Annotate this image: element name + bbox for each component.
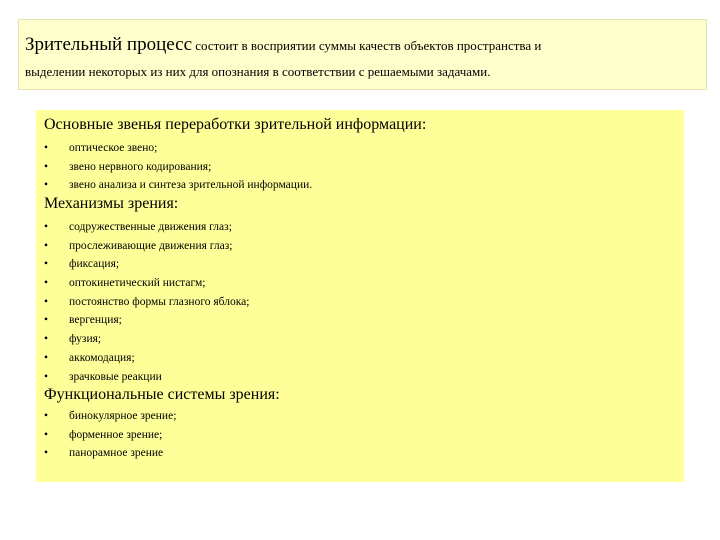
list-item-text: оптокинетический нистагм; xyxy=(69,277,206,290)
bullet-icon: • xyxy=(44,333,49,346)
intro-line-1-text: состоит в восприятии суммы качеств объектов пространства и xyxy=(192,38,542,53)
list-item-text: зрачковые реакции xyxy=(69,370,162,383)
list-item-text: фузия; xyxy=(69,333,102,346)
bullet-icon: • xyxy=(44,160,49,173)
list-item-text: постоянство формы глазного яблока; xyxy=(69,295,250,308)
bullet-icon: • xyxy=(44,410,49,422)
bullet-icon: • xyxy=(44,314,49,327)
bullet-icon: • xyxy=(44,239,49,252)
bullet-icon: • xyxy=(44,428,49,441)
bullet-icon: • xyxy=(44,295,49,308)
list-item-text: фиксация; xyxy=(69,258,120,271)
bullet-icon: • xyxy=(44,142,49,154)
bullet-icon: • xyxy=(44,447,49,460)
list-item-text: содружественные движения глаз; xyxy=(69,221,232,233)
list-item-text: прослеживающие движения глаз; xyxy=(69,239,233,252)
intro-box xyxy=(18,19,707,90)
bullet-icon: • xyxy=(44,179,49,192)
list-item-text: панорамное зрение xyxy=(69,447,164,460)
intro-line-1 xyxy=(25,34,541,56)
intro-line-2: выделении некоторых из них для опознания в соответствии с решаемыми задачами. xyxy=(25,64,491,79)
bullet-icon: • xyxy=(44,351,49,364)
list-item-text: звено нервного кодирования; xyxy=(69,160,212,173)
section-title-vision-mechanisms: Механизмы зрения: xyxy=(44,195,179,212)
list-item-text: звено анализа и синтеза зрительной информации. xyxy=(69,179,313,192)
section-title-functional-systems: Функциональные системы зрения: xyxy=(44,386,280,403)
section-title-processing-links: Основные звенья переработки зрительной информации: xyxy=(44,116,427,133)
list-item-text: вергенция; xyxy=(69,314,122,327)
bullet-icon: • xyxy=(44,221,49,233)
list-item-text: форменное зрение; xyxy=(69,428,163,441)
intro-lead-term: Зрительный процесс xyxy=(25,34,193,55)
content-box xyxy=(36,110,684,482)
bullet-icon: • xyxy=(44,258,49,271)
bullet-icon: • xyxy=(44,370,49,383)
list-item-text: бинокулярное зрение; xyxy=(69,410,177,422)
list-item-text: аккомодация; xyxy=(69,351,135,364)
list-item-text: оптическое звено; xyxy=(69,142,158,154)
bullet-icon: • xyxy=(44,277,49,290)
